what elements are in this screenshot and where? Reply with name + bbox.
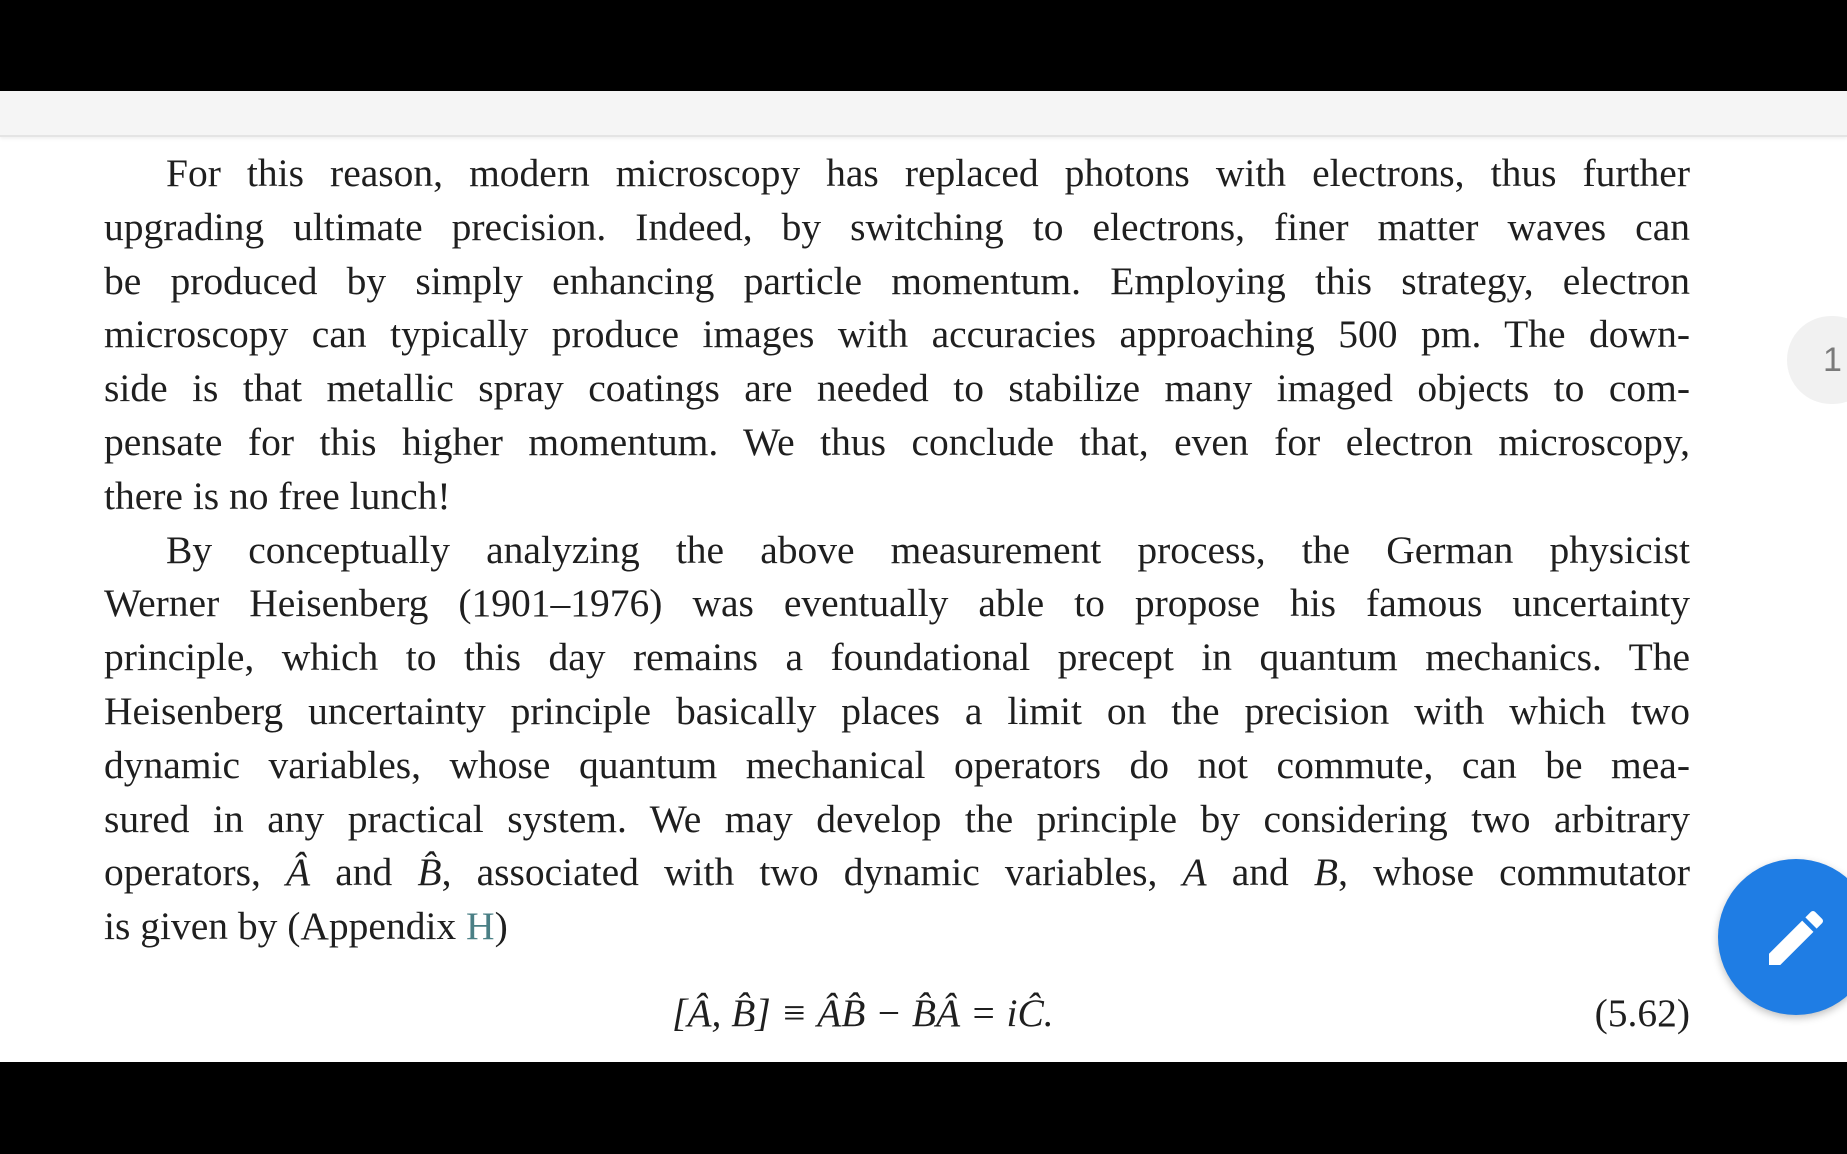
paragraph-2-line-operators	[104, 846, 1690, 900]
paragraph-2-line: Heisenberg uncertainty principle basically places a limit on the precision with which two	[104, 688, 1690, 733]
line-text: , associated with two dynamic variables,	[441, 850, 1183, 895]
operator-a-hat: Â	[285, 850, 311, 895]
paragraph-1-line: microscopy can typically produce images with accuracies approaching 500 pm. The down-	[104, 312, 1690, 357]
variable-a: A	[1182, 850, 1207, 895]
line-text: , whose commutator	[1338, 850, 1690, 895]
equation-number: (5.62)	[1594, 991, 1690, 1035]
paragraph-1-line: pensate for this higher momentum. We thus conclude that, even for electron microscopy,	[104, 419, 1690, 464]
document-page	[0, 91, 1847, 1062]
paragraph-2-line: principle, which to this day remains a foundational precept in quantum mechanics. The	[104, 635, 1690, 680]
paragraph-2-line: sured in any practical system. We may develop the principle by considering two arbitrary	[104, 796, 1690, 841]
operator-b-hat: B̂	[417, 850, 442, 895]
paragraph-1-line: For this reason, modern microscopy has replaced photons with electrons, thus further	[166, 151, 1690, 195]
paragraph-2-line-appendix	[104, 900, 1690, 954]
line-text: and	[1206, 850, 1314, 895]
variable-b: B	[1313, 850, 1339, 895]
line-text: is given by (Appendix	[104, 904, 467, 949]
top-letterbox-bar	[0, 0, 1847, 91]
commutator-equation: [Â, B̂] ≡ ÂB̂ − B̂Â = iĈ.	[672, 991, 1054, 1035]
bottom-letterbox-bar	[0, 1062, 1847, 1154]
page-header-strip	[0, 91, 1847, 137]
page-indicator-tab[interactable]: 1	[1787, 316, 1847, 404]
document-text	[104, 147, 1690, 954]
paragraph-1-line: there is no free lunch!	[104, 473, 451, 518]
line-text: and	[310, 850, 418, 895]
paragraph-2-line: By conceptually analyzing the above measurement process, the German physicist	[166, 527, 1690, 572]
paragraph-1-line: be produced by simply enhancing particle momentum. Employing this strategy, electron	[104, 258, 1690, 303]
line-text: operators,	[104, 850, 286, 895]
pencil-icon	[1760, 902, 1832, 974]
equation-row	[104, 986, 1690, 1040]
appendix-h-link[interactable]: H	[466, 904, 495, 949]
paragraph-1-line: upgrading ultimate precision. Indeed, by switching to electrons, finer matter waves can	[104, 204, 1690, 249]
line-text: )	[494, 904, 508, 949]
paragraph-2-line: Werner Heisenberg (1901–1976) was eventually able to propose his famous uncertainty	[104, 581, 1690, 626]
paragraph-2-line: dynamic variables, whose quantum mechanical operators do not commute, can be mea-	[104, 742, 1690, 787]
paragraph-1-line: side is that metallic spray coatings are needed to stabilize many imaged objects to com-	[104, 366, 1690, 411]
